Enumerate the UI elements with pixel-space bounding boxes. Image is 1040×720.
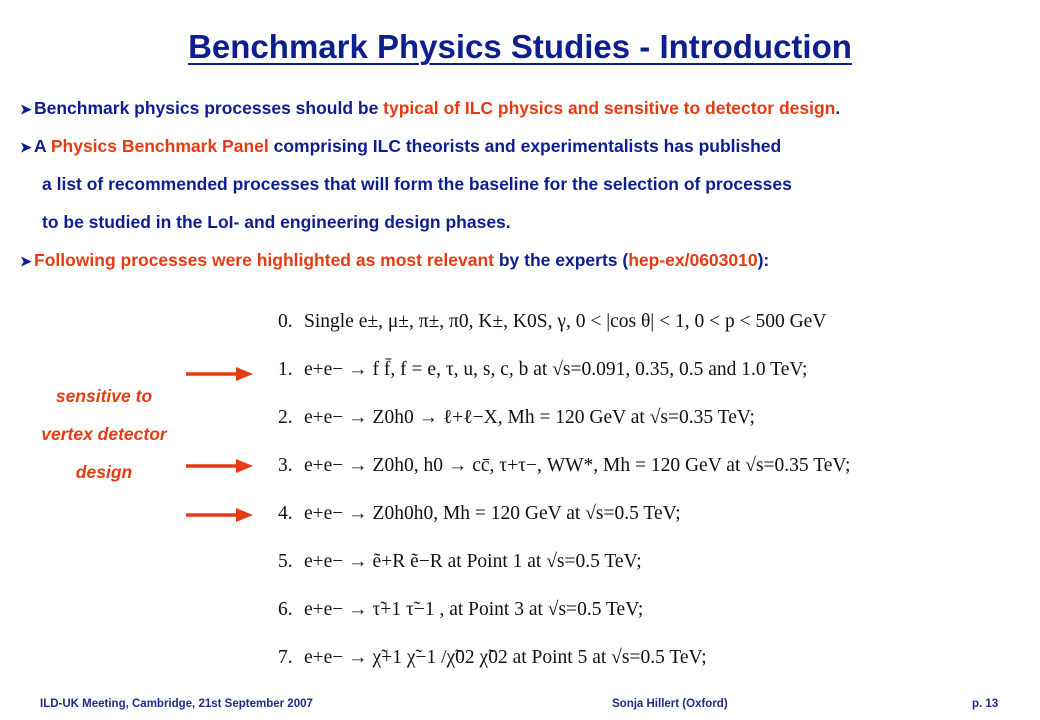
- side-annotation-line-3: design: [75, 462, 133, 482]
- process-list: [278, 306, 1018, 690]
- arrowhead-bullet-icon: ➤: [20, 253, 32, 269]
- bullet-3: [20, 248, 1030, 286]
- bullet-2-text: A: [34, 136, 51, 156]
- bullet-2-continuation-1: a list of recommended processes that will form the baseline for the selection of processes: [42, 174, 792, 194]
- process-formula: e+e− → τ̃+1 τ̃−1 , at Point 3 at √s=0.5 TeV;: [304, 599, 644, 620]
- footer-page-number: p. 13: [972, 698, 999, 710]
- process-item: [278, 402, 1018, 450]
- process-formula: e+e− → f f̄, f = e, τ, u, s, c, b at √s=0.091, 0.35, 0.5 and 1.0 TeV;: [304, 359, 808, 380]
- process-number: 5.: [278, 551, 293, 572]
- process-number: 4.: [278, 503, 293, 524]
- footer-author: Sonja Hillert (Oxford): [612, 698, 728, 710]
- footer-meeting: ILD-UK Meeting, Cambridge, 21st September 2007: [40, 698, 313, 710]
- process-number: 3.: [278, 455, 293, 476]
- bullet-3-reference: hep-ex/0603010: [628, 250, 758, 270]
- bullet-3-highlight: Following processes were highlighted as most relevant: [34, 250, 494, 270]
- process-item: [278, 594, 1018, 642]
- process-item: [278, 546, 1018, 594]
- process-item: [278, 498, 1018, 546]
- right-arrow-icon: [186, 366, 254, 382]
- right-arrow-icon: [186, 507, 254, 523]
- side-annotation-line-1: sensitive to: [55, 386, 153, 406]
- process-item: [278, 354, 1018, 402]
- process-formula: e+e− → Z0h0, h0 → cc̄, τ+τ−, WW*, Mh = 120 GeV at √s=0.35 TeV;: [304, 455, 851, 476]
- bullet-1-end: .: [835, 98, 841, 118]
- bullet-3-end: ):: [757, 250, 770, 270]
- arrowhead-bullet-icon: ➤: [20, 101, 32, 117]
- process-formula: Single e±, μ±, π±, π0, K±, K0S, γ, 0 < |cos θ| < 1, 0 < p < 500 GeV: [304, 311, 827, 332]
- process-formula: e+e− → Z0h0 → ℓ+ℓ−X, Mh = 120 GeV at √s=0.35 TeV;: [304, 407, 755, 428]
- process-item: [278, 642, 1018, 690]
- process-number: 6.: [278, 599, 293, 620]
- process-item: [278, 450, 1018, 498]
- bullet-1-text: Benchmark physics processes should be: [34, 98, 384, 118]
- bullet-2-continuation-2: to be studied in the LoI- and engineering design phases.: [42, 212, 511, 232]
- process-number: 1.: [278, 359, 293, 380]
- bullet-2-highlight: Physics Benchmark Panel: [50, 136, 269, 156]
- bullet-3-text: by the experts (: [493, 250, 629, 270]
- process-number: 0.: [278, 311, 293, 332]
- bullet-list: [20, 96, 1030, 286]
- side-annotation-line-2: vertex detector: [41, 424, 167, 444]
- side-annotation: [14, 384, 194, 498]
- bullet-1-highlight: typical of ILC physics and sensitive to detector design: [383, 98, 836, 118]
- process-number: 7.: [278, 647, 293, 668]
- right-arrow-icon: [186, 458, 254, 474]
- arrowhead-bullet-icon: ➤: [20, 139, 32, 155]
- bullet-1: [20, 96, 1030, 134]
- process-number: 2.: [278, 407, 293, 428]
- process-formula: e+e− → χ̃+1 χ̃−1 /χ̃02 χ̃02 at Point 5 at √s=0.5 TeV;: [304, 647, 707, 668]
- bullet-2: [20, 134, 1030, 172]
- bullet-2-end: comprising ILC theorists and experimentalists has published: [268, 136, 782, 156]
- process-item: [278, 306, 1018, 354]
- process-formula: e+e− → Z0h0h0, Mh = 120 GeV at √s=0.5 TeV;: [304, 503, 681, 524]
- slide-title: Benchmark Physics Studies - Introduction: [188, 28, 852, 65]
- process-formula: e+e− → ẽ+R ẽ−R at Point 1 at √s=0.5 TeV;: [304, 551, 642, 572]
